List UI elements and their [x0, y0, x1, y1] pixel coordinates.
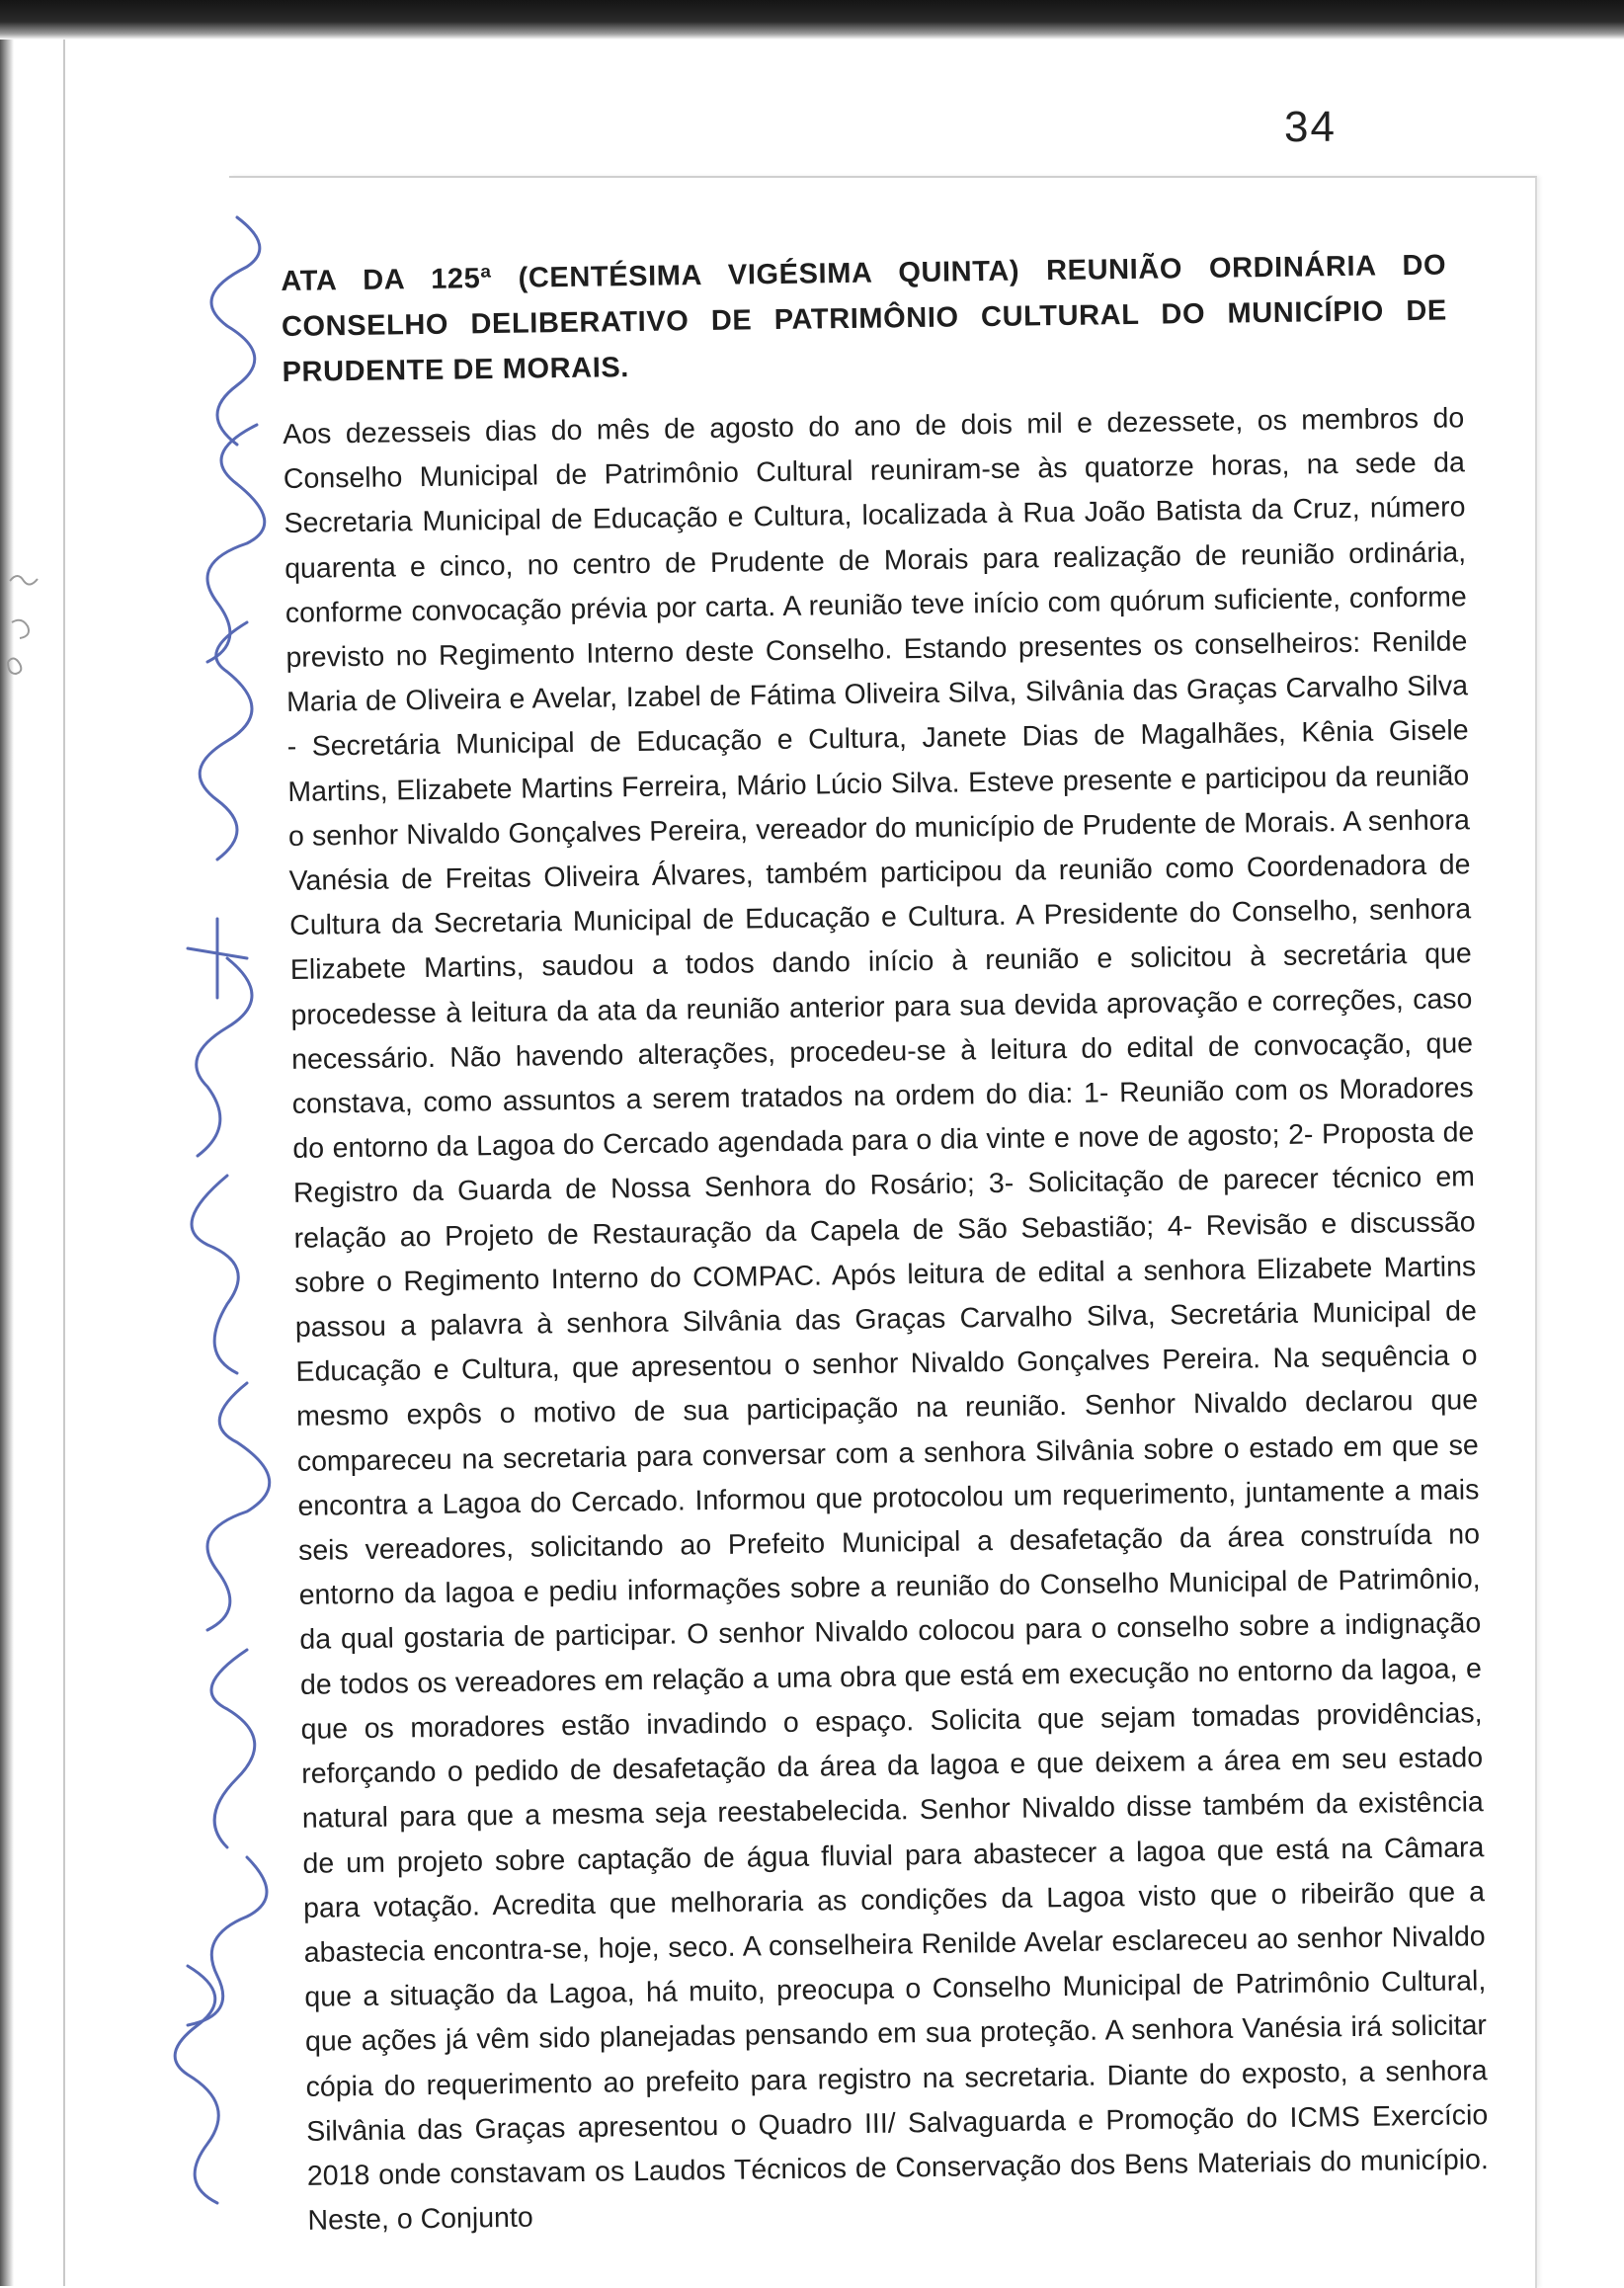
page-number: 34 — [1284, 103, 1337, 151]
scan-top-border — [0, 0, 1624, 40]
binding-shadow — [0, 40, 14, 2286]
handwritten-signatures — [148, 148, 296, 2272]
document-body — [283, 396, 1490, 2244]
binding-edge-line — [63, 40, 65, 2286]
document-title: ATA DA 125ª (CENTÉSIMA VIGÉSIMA QUINTA) REUNIÃO ORDINÁRIA DO CONSELHO DELIBERATIVO DE PATRIMÔNIO CULTURAL DO MUNICÍPIO DE PRUDENTE DE MORAIS. — [281, 249, 1448, 388]
minutes-paragraph: Aos dezesseis dias do mês de agosto do ano de dois mil e dezessete, os membros do Conselho Municipal de Patrimônio Cultural reuniram-se às quatorze horas, na sede da Secretaria Municipal de Educação e Cultura, localizada à Rua João Batista da Cruz, número quarenta e cinco, no centro de Prudente de Morais para realização de reunião ordinária, conforme convocação prévia por carta. A reunião teve início com quórum suficiente, conforme previsto no Regimento Interno deste Conselho. Estando presentes os conselheiros: Renilde Maria de Oliveira e Avelar, Izabel de Fátima Oliveira Silva, Silvânia das Graças Carvalho Silva - Secretária Municipal de Educação e Cultura, Janete Dias de Magalhães, Kênia Gisele Martins, Elizabete Martins Ferreira, Mário Lúcio Silva. Esteve presente e participou da reunião o senhor Nivaldo Gonçalves Pereira, vereador do município de Prudente de Morais. A senhora Vanésia de Freitas Oliveira Álvares, também participou da reunião como Coordenadora de Cultura da Secretaria Municipal de Educação e Cultura. A Presidente do Conselho, senhora Elizabete Martins, saudou a todos dando início à reunião e solicitou à secretária que procedesse à leitura da ata da reunião anterior para sua devida aprovação e correções, caso necessário. Não havendo alterações, procedeu-se à leitura do edital de convocação, que constava, como assuntos a serem tratados na ordem do dia: 1- Reunião com os Moradores do entorno da Lagoa do Cercado agendada para o dia vinte e nove de agosto; 2- Proposta de Registro da Guarda de Nossa Senhora do Rosário; 3- Solicitação de parecer técnico em relação ao Projeto de Restauração da Capela de São Sebastião; 4- Revisão e discussão sobre o Regimento Interno do COMPAC. Após leitura de edital a senhora Elizabete Martins passou a palavra à senhora Silvânia das Graças Carvalho Silva, Secretária Municipal de Educação e Cultura, que apresentou o senhor Nivaldo Gonçalves Pereira. Na sequência o mesmo expôs o motivo de sua participação na reunião. Senhor Nivaldo declarou que compareceu na secretaria para conversar com a senhora Silvânia sobre o estado em que se encontra a Lagoa do Cercado. Informou que protocolou um requerimento, juntamente a mais seis vereadores, solicitando ao Prefeito Municipal a desafetação da área construída no entorno da lagoa e pediu informações sobre a reunião do Conselho Municipal de Patrimônio, da qual gostaria de participar. O senhor Nivaldo colocou para o conselho sobre a indignação de todos os vereadores em relação a uma obra que está em execução no entorno da lagoa, e que os moradores estão invadindo o espaço. Solicita que sejam tomadas providências, reforçando o pedido de desafetação da área da lagoa e que deixem a área em seu estado natural para que a mesma seja reestabelecida. Senhor Nivaldo disse também da existência de um projeto sobre captação de água fluvial para abastecer a lagoa que está na Câmara para votação. Acredita que melhoraria as condições da Lagoa visto que o ribeirão que a abastecia encontra-se, hoje, seco. A conselheira Renilde Avelar esclareceu ao senhor Nivaldo que a situação da Lagoa, há muito, preocupa o Conselho Municipal de Patrimônio Cultural, que ações já vêm sido planejadas pensando em sua proteção. A senhora Vanésia irá solicitar cópia do requerimento ao prefeito para registro na secretaria. Diante do exposto, a senhora Silvânia das Graças apresentou o Quadro III/ Salvaguarda e Promoção do ICMS Exercício 2018 onde constavam os Laudos Técnicos de Conservação dos Bens Materiais do município. Neste, o Conjunto — [283, 402, 1490, 2237]
margin-pencil-marks — [0, 553, 69, 751]
